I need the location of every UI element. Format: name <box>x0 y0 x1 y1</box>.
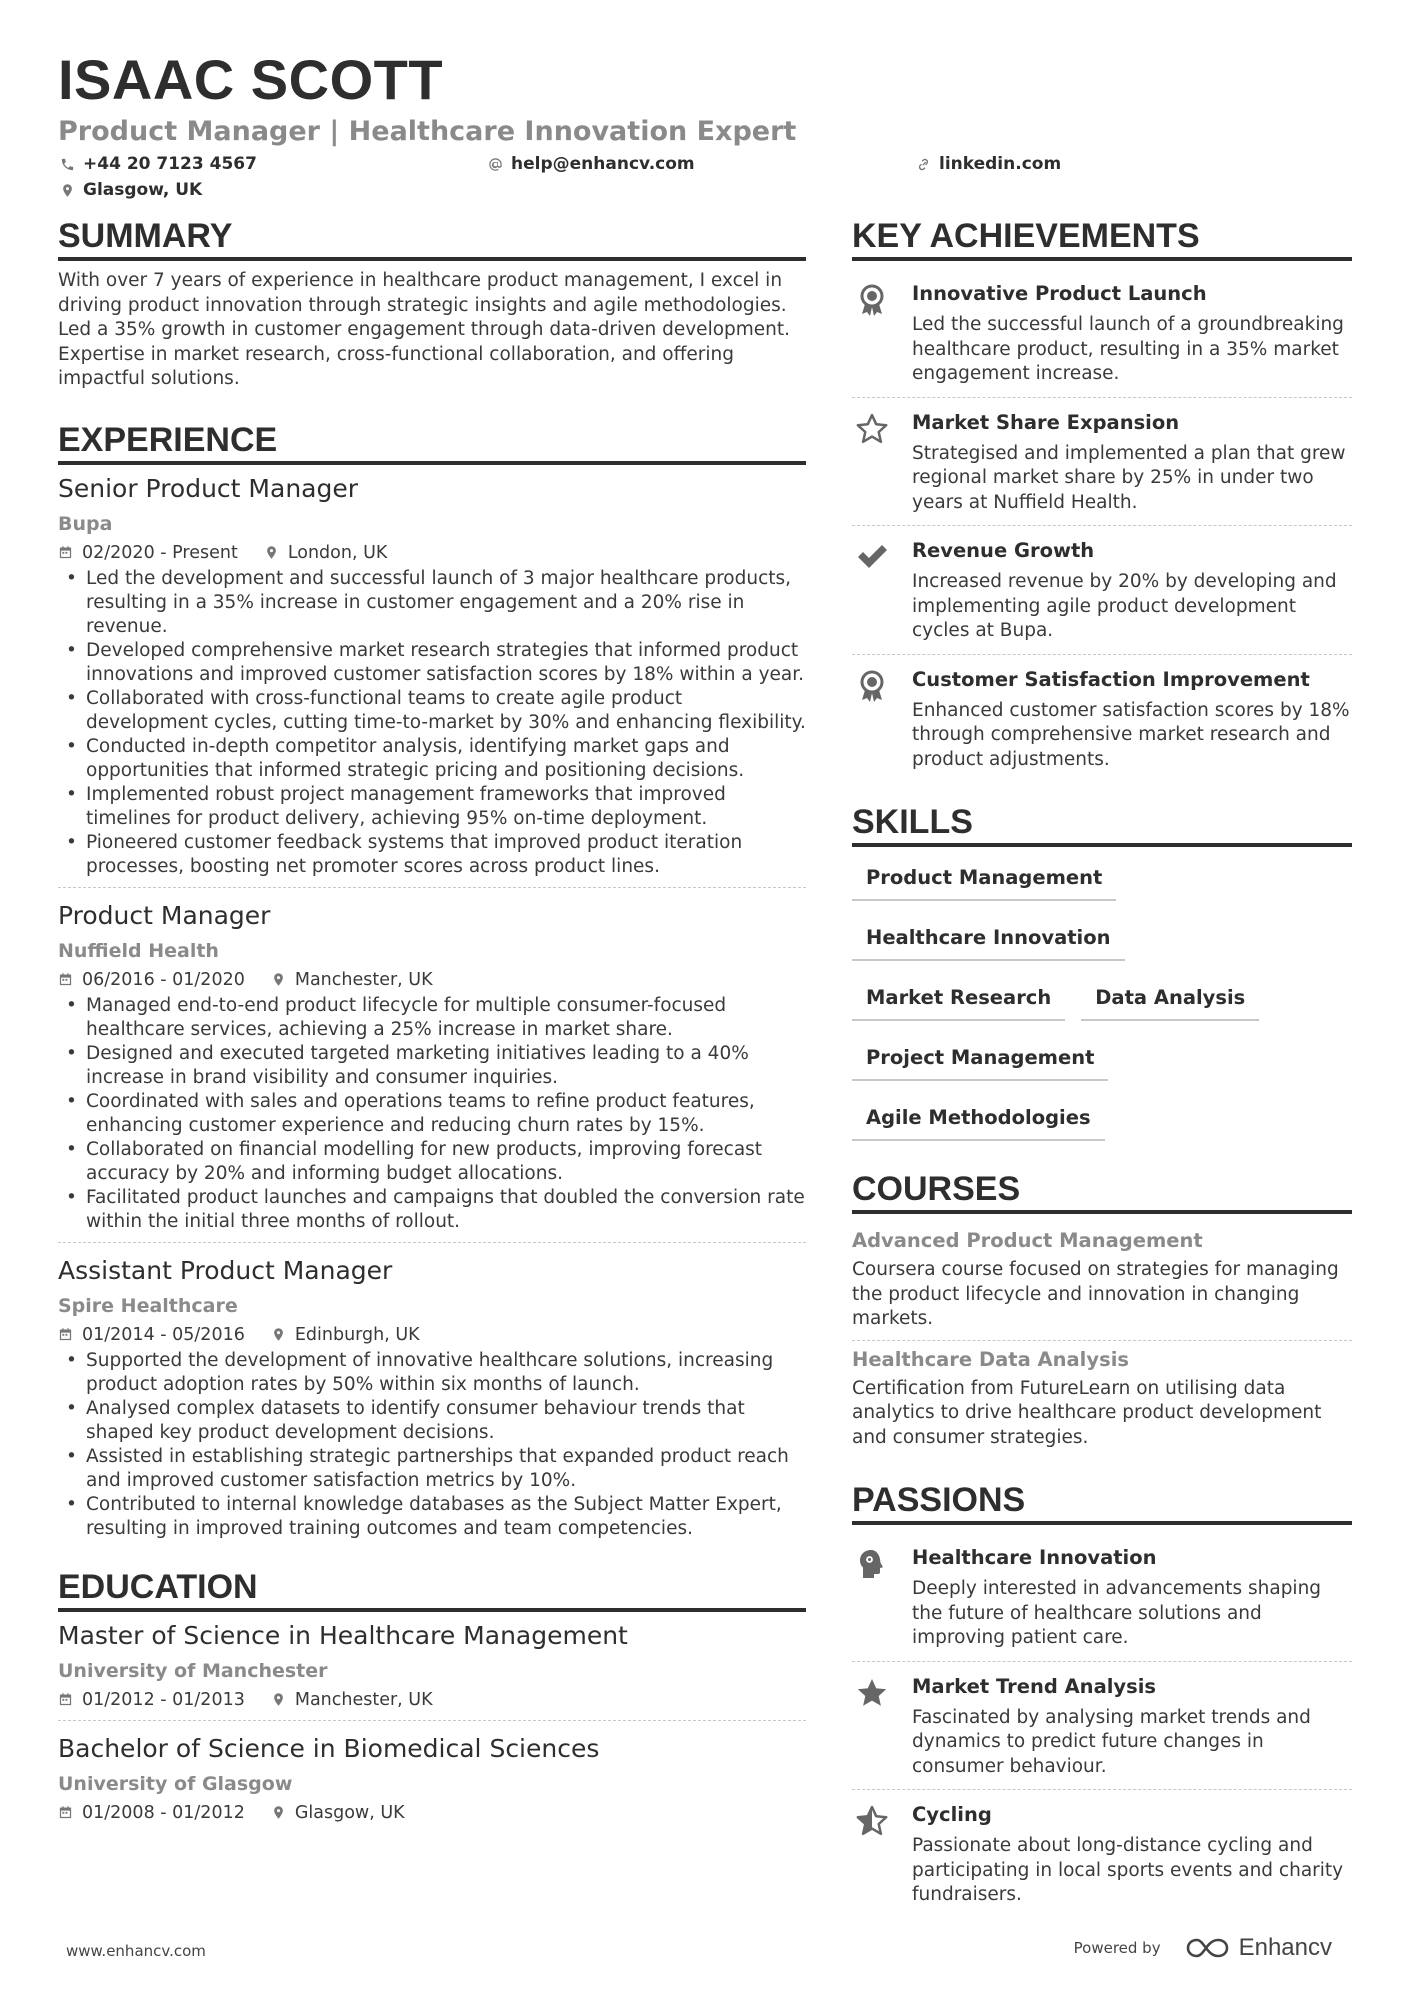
bullet-item: • Developed comprehensive market research strategies that informed product innovations and improved customer satisfaction scores by 18% within a year. <box>58 639 806 687</box>
job-company: Spire Healthcare <box>58 1294 238 1317</box>
job-meta <box>58 968 806 992</box>
passion-desc: Passionate about long-distance cycling and participating in local sports events and charity fundraisers. <box>912 1835 1344 1905</box>
bullet-item: • Collaborated on financial modelling for new products, improving forecast accuracy by 20% and informing budget allocations. <box>58 1138 806 1186</box>
bullet-item: • Led the development and successful launch of 3 major healthcare products, resulting in a 35% increase in customer engagement and a 20% rise in revenue. <box>58 567 806 639</box>
passion-item <box>852 1790 1352 1918</box>
course-item <box>852 1222 1352 1341</box>
achievement-title: Innovative Product Launch <box>912 282 1207 305</box>
checkmark-icon <box>852 538 892 644</box>
at-icon <box>488 157 503 172</box>
award-icon <box>852 667 892 773</box>
powered-by-text: Powered by <box>1073 1939 1161 1957</box>
job-title: Senior Product Manager <box>58 473 359 503</box>
bullet-item: • Pioneered customer feedback systems that improved product iteration processes, boosting net promoter scores across product lines. <box>58 831 806 879</box>
bullet-item: • Assisted in establishing strategic partnerships that expanded product reach and improved customer satisfaction metrics by 10%. <box>58 1445 806 1493</box>
experience-heading: EXPERIENCE <box>58 420 806 465</box>
achievement-desc: Led the successful launch of a groundbreaking healthcare product, resulting in a 35% market engagement increase. <box>912 314 1344 384</box>
achievements-heading: KEY ACHIEVEMENTS <box>852 216 1352 261</box>
job-location-text: Manchester, UK <box>294 969 433 990</box>
education-location-text: Manchester, UK <box>294 1689 433 1710</box>
job-dates <box>58 968 245 992</box>
skill-tag: Healthcare Innovation <box>852 919 1125 961</box>
skills-section <box>852 802 1352 1159</box>
contact-bar <box>58 152 1352 204</box>
summary-heading: SUMMARY <box>58 216 806 261</box>
bullet-item: • Managed end-to-end product lifecycle for multiple consumer-focused healthcare services, achieving a 25% increase in market share. <box>58 994 806 1042</box>
education-section <box>58 1567 806 1833</box>
bullet-item: • Contributed to internal knowledge databases as the Subject Matter Expert, resulting in improved training outcomes and team competencies. <box>58 1493 806 1541</box>
bullet-item: • Collaborated with cross-functional teams to create agile product development cycles, cutting time-to-market by 30% and enhancing flexibility. <box>58 687 806 735</box>
footer-branding <box>1074 1934 1332 1962</box>
bullet-item: • Coordinated with sales and operations teams to refine product features, enhancing customer experience and reducing churn rates by 15%. <box>58 1090 806 1138</box>
achievement-desc: Enhanced customer satisfaction scores by 18% through comprehensive market research and product adjustments. <box>912 699 1350 770</box>
achievement-item <box>852 398 1352 527</box>
job-company: Nuffield Health <box>58 939 219 962</box>
skill-tag: Data Analysis <box>1081 979 1259 1021</box>
summary-section <box>58 216 806 392</box>
contact-phone[interactable] <box>60 154 257 174</box>
job-bullets <box>58 994 806 1234</box>
passion-title: Healthcare Innovation <box>912 1546 1157 1569</box>
skill-tag: Agile Methodologies <box>852 1099 1105 1141</box>
location-pin-icon <box>271 1805 286 1820</box>
achievement-desc: Strategised and implemented a plan that grew regional market share by 25% in under two years at Nuffield Health. <box>912 442 1346 513</box>
job-dates-text: 01/2014 - 05/2016 <box>82 1324 245 1345</box>
brand-name: Enhancv <box>1238 1934 1332 1961</box>
content-columns <box>58 216 1352 1918</box>
achievement-item <box>852 526 1352 655</box>
job-dates-text: 06/2016 - 01/2020 <box>82 969 245 990</box>
bullet-item: • Conducted in-depth competitor analysis, identifying market gaps and opportunities that informed strategic pricing and positioning decisions. <box>58 735 806 783</box>
education-location <box>271 1801 405 1825</box>
education-location <box>271 1688 433 1712</box>
location-text: Glasgow, UK <box>83 180 203 200</box>
skill-tag: Project Management <box>852 1039 1108 1081</box>
link-icon <box>916 157 931 172</box>
location-pin-icon <box>60 183 75 198</box>
brain-head-icon <box>852 1545 892 1651</box>
education-entry <box>58 1620 806 1721</box>
job-location <box>264 541 388 565</box>
course-item <box>852 1341 1352 1459</box>
education-location-text: Glasgow, UK <box>294 1802 405 1823</box>
job-entry <box>58 1255 806 1549</box>
education-heading: EDUCATION <box>58 1567 806 1612</box>
location-pin-icon <box>264 545 279 560</box>
star-outline-icon <box>852 410 892 516</box>
achievement-item <box>852 655 1352 783</box>
education-dates <box>58 1688 245 1712</box>
job-bullets <box>58 1349 806 1541</box>
degree-title: Bachelor of Science in Biomedical Sciences <box>58 1733 600 1763</box>
job-meta <box>58 541 806 565</box>
course-desc: Certification from FutureLearn on utilising data analytics to drive healthcare product development and consumer strategies. <box>852 1377 1322 1448</box>
skill-tag: Market Research <box>852 979 1065 1021</box>
education-entry <box>58 1733 806 1833</box>
passion-title: Market Trend Analysis <box>912 1674 1157 1698</box>
skill-tag: Product Management <box>852 859 1116 901</box>
location-pin-icon <box>271 1327 286 1342</box>
job-meta <box>58 1323 806 1347</box>
achievement-item <box>852 269 1352 398</box>
calendar-icon <box>58 972 73 987</box>
star-half-icon <box>852 1802 892 1908</box>
right-column <box>852 216 1352 1918</box>
enhancv-logo-icon <box>1185 1935 1231 1961</box>
education-meta <box>58 1801 806 1825</box>
education-dates-text: 01/2008 - 01/2012 <box>82 1802 245 1823</box>
email-text: help@enhancv.com <box>511 154 695 174</box>
achievement-title: Market Share Expansion <box>912 410 1180 434</box>
phone-icon <box>60 157 75 172</box>
education-dates-text: 01/2012 - 01/2013 <box>82 1689 245 1710</box>
achievement-title: Revenue Growth <box>912 539 1095 562</box>
course-desc: Coursera course focused on strategies for managing the product lifecycle and innovation in changing markets. <box>852 1259 1339 1329</box>
courses-section <box>852 1169 1352 1458</box>
calendar-icon <box>58 1805 73 1820</box>
school-name: University of Manchester <box>58 1659 328 1682</box>
job-location-text: Edinburgh, UK <box>294 1324 420 1345</box>
job-entry <box>58 473 806 888</box>
job-location <box>271 968 433 992</box>
degree-title: Master of Science in Healthcare Management <box>58 1620 628 1650</box>
job-entry <box>58 900 806 1243</box>
course-title: Healthcare Data Analysis <box>852 1347 1129 1371</box>
job-location-text: London, UK <box>287 542 388 563</box>
candidate-name: ISAAC SCOTT <box>58 48 444 111</box>
experience-section <box>58 420 806 1549</box>
job-title: Product Manager <box>58 900 271 930</box>
brand-logo[interactable] <box>1185 1934 1332 1962</box>
location-pin-icon <box>271 1692 286 1707</box>
skills-heading: SKILLS <box>852 802 1352 847</box>
job-dates <box>58 1323 245 1347</box>
candidate-subtitle: Product Manager | Healthcare Innovation Expert <box>58 116 797 147</box>
bullet-item: • Analysed complex datasets to identify consumer behaviour trends that shaped key product development decisions. <box>58 1397 806 1445</box>
courses-heading: COURSES <box>852 1169 1352 1214</box>
summary-text: With over 7 years of experience in healthcare product management, I excel in driving product innovation through strategic insights and agile methodologies. Led a 35% growth in customer engagement through data-driven development. Expertise in market research, cross-functional collaboration, and offering impactful solutions. <box>58 270 791 389</box>
contact-location <box>60 180 202 200</box>
phone-text: +44 20 7123 4567 <box>83 154 257 174</box>
contact-linkedin[interactable] <box>916 154 1061 174</box>
education-meta <box>58 1688 806 1712</box>
passion-desc: Fascinated by analysing market trends and dynamics to predict future changes in consumer behaviour. <box>912 1706 1311 1777</box>
bullet-item: • Implemented robust project management frameworks that improved timelines for product delivery, achieving 95% on-time deployment. <box>58 783 806 831</box>
passion-title: Cycling <box>912 1803 992 1826</box>
contact-email[interactable] <box>488 154 695 174</box>
bullet-item: • Supported the development of innovative healthcare solutions, increasing product adoption rates by 50% within six months of launch. <box>58 1349 806 1397</box>
passions-heading: PASSIONS <box>852 1480 1352 1525</box>
calendar-icon <box>58 545 73 560</box>
job-location <box>271 1323 420 1347</box>
course-title: Advanced Product Management <box>852 1229 1203 1252</box>
job-company: Bupa <box>58 512 113 535</box>
footer-website[interactable]: www.enhancv.com <box>66 1942 206 1960</box>
achievement-title: Customer Satisfaction Improvement <box>912 667 1310 691</box>
skills-list <box>852 855 1352 1159</box>
award-icon <box>852 281 892 387</box>
school-name: University of Glasgow <box>58 1772 293 1795</box>
linkedin-text: linkedin.com <box>939 154 1062 174</box>
passions-section <box>852 1480 1352 1918</box>
passion-item <box>852 1662 1352 1791</box>
job-title: Assistant Product Manager <box>58 1255 393 1285</box>
left-column <box>58 216 806 1918</box>
calendar-icon <box>58 1692 73 1707</box>
job-dates <box>58 541 238 565</box>
passion-desc: Deeply interested in advancements shaping the future of healthcare solutions and improving patient care. <box>912 1578 1322 1648</box>
job-bullets <box>58 567 806 879</box>
bullet-item: • Designed and executed targeted marketing initiatives leading to a 40% increase in brand visibility and consumer inquiries. <box>58 1042 806 1090</box>
job-dates-text: 02/2020 - Present <box>82 542 238 563</box>
location-pin-icon <box>271 972 286 987</box>
achievement-desc: Increased revenue by 20% by developing and implementing agile product development cycles at Bupa. <box>912 571 1337 641</box>
bullet-item: • Facilitated product launches and campaigns that doubled the conversion rate within the initial three months of rollout. <box>58 1186 806 1234</box>
passion-item <box>852 1533 1352 1662</box>
education-dates <box>58 1801 245 1825</box>
achievements-section <box>852 216 1352 782</box>
star-filled-icon <box>852 1674 892 1780</box>
calendar-icon <box>58 1327 73 1342</box>
